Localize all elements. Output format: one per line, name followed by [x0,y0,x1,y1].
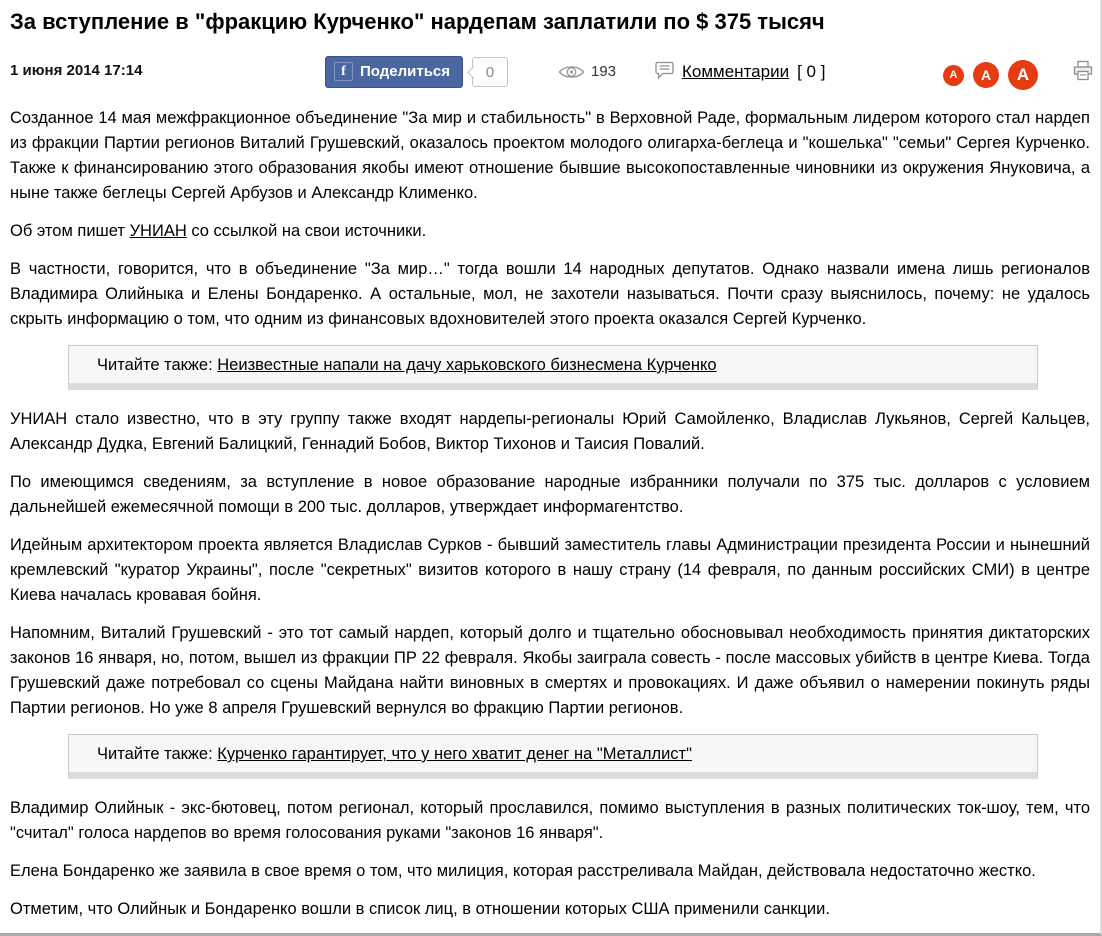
read-also-box [68,345,1038,390]
comment-bubble-icon [655,61,674,82]
font-size-controls [943,54,1038,96]
facebook-icon: f [334,62,353,81]
comments-widget [655,61,825,82]
article-paragraph: Напомним, Виталий Грушевский - это тот самый нардеп, который долго и тщательно обосновывал необходимость принятия диктаторских законов 16 января, но, потом, вышел из фракции ПР 22 февраля. Якобы заиграла совесть - после массовых убийств в центре Киева. Тогда Грушевский даже потребовал со сцены Майдана найти виновных в смертях и провокациях. И даже объявил о намерении покинуть ряды Партии регионов. Но уже 8 апреля Грушевский вернулся во фракцию Партии регионов. [10,624,1090,717]
eye-icon [558,64,585,80]
comments-count: [ 0 ] [797,61,826,81]
article-meta-row [10,54,1090,96]
paragraph-text: Об этом пишет [10,222,130,240]
article-body [10,106,1090,922]
article-paragraph: Созданное 14 мая межфракционное объединение "За мир и стабильность" в Верховной Раде, формальным лидером которого стал нардеп из фракции Партии регионов Виталий Грушевский, оказалось проектом молодого олигарха-беглеца и "кошелька" "семьи" Сергея Курченко. Также к финансированию этого образования якобы имеют отношение бывшие высокопоставленные чиновники из окружения Януковича, а ныне также беглецы Сергей Арбузов и Александр Клименко. [10,109,1090,202]
article-title: За вступление в "фракцию Курченко" нардепам заплатили по $ 375 тысяч [10,9,825,34]
font-size-large-button[interactable]: A [1008,60,1038,90]
print-icon[interactable] [1072,60,1094,82]
article-paragraph: Владимир Олийнык - экс-бютовец, потом регионал, который прославился, помимо выступления в разных политических ток-шоу, тем, что "считал" голоса нардепов во время голосования руками "законов 16 января". [10,799,1090,842]
read-also-box [68,734,1038,779]
publish-date: 1 июня 2014 17:14 [10,62,143,79]
facebook-share-count: 0 [472,57,508,87]
views-counter [558,63,616,80]
facebook-share-button[interactable] [325,56,463,88]
read-also-prefix: Читайте также: [97,356,218,374]
read-also-link[interactable]: Курченко гарантирует, что у него хватит денег на "Металлист" [217,745,692,763]
article-paragraph: Идейным архитектором проекта является Владислав Сурков - бывший заместитель главы Администрации президента России и нынешний кремлевский "куратор Украины", после "секретных" визитов которого в нашу страну (14 февраля, по данным российских СМИ) в центре Киева началась кровавая бойня. [10,536,1090,604]
comments-link[interactable]: Комментарии [682,61,790,81]
paragraph-text: со ссылкой на свои источники. [186,222,427,240]
facebook-share-widget [325,56,508,88]
article-paragraph: По имеющимся сведениям, за вступление в новое образование народные избранники получали по 375 тыс. долларов с условием дальнейшей ежемесячной помощи в 200 тыс. долларов, утверждает информагентство. [10,473,1090,516]
article-paragraph: Отметим, что Олийнык и Бондаренко вошли в список лиц, в отношении которых США применили санкции. [10,900,830,918]
read-also-link[interactable]: Неизвестные напали на дачу харьковского бизнесмена Курченко [217,356,717,374]
views-count: 193 [591,63,617,80]
read-also-prefix: Читайте также: [97,745,218,763]
font-size-small-button[interactable]: A [943,65,964,86]
article-paragraph [10,219,1090,244]
article-paragraph: В частности, говорится, что в объединение "За мир…" тогда вошли 14 народных депутатов. Однако назвали имена лишь регионалов Владимира Олийныка и Елены Бондаренко. А остальные, мол, не захотели называться. Почти сразу выяснилось, почему: не удалось скрыть информацию о том, что одним из финансовых вдохновителей этого проекта оказался Сергей Курченко. [10,260,1090,328]
unian-source-link[interactable]: УНИАН [129,222,187,240]
font-size-medium-button[interactable]: A [973,62,999,88]
facebook-share-label: Поделиться [360,63,451,80]
article-paragraph: УНИАН стало известно, что в эту группу также входят нардепы-регионалы Юрий Самойленко, Владислав Лукьянов, Сергей Кальцев, Александр Дудка, Евгений Балицкий, Геннадий Бобов, Виктор Тихонов и Таисия Повалий. [10,410,1090,453]
article-paragraph: Елена Бондаренко же заявила в свое время о том, что милиция, которая расстреливала Майдан, действовала недостаточно жестко. [10,862,1036,880]
